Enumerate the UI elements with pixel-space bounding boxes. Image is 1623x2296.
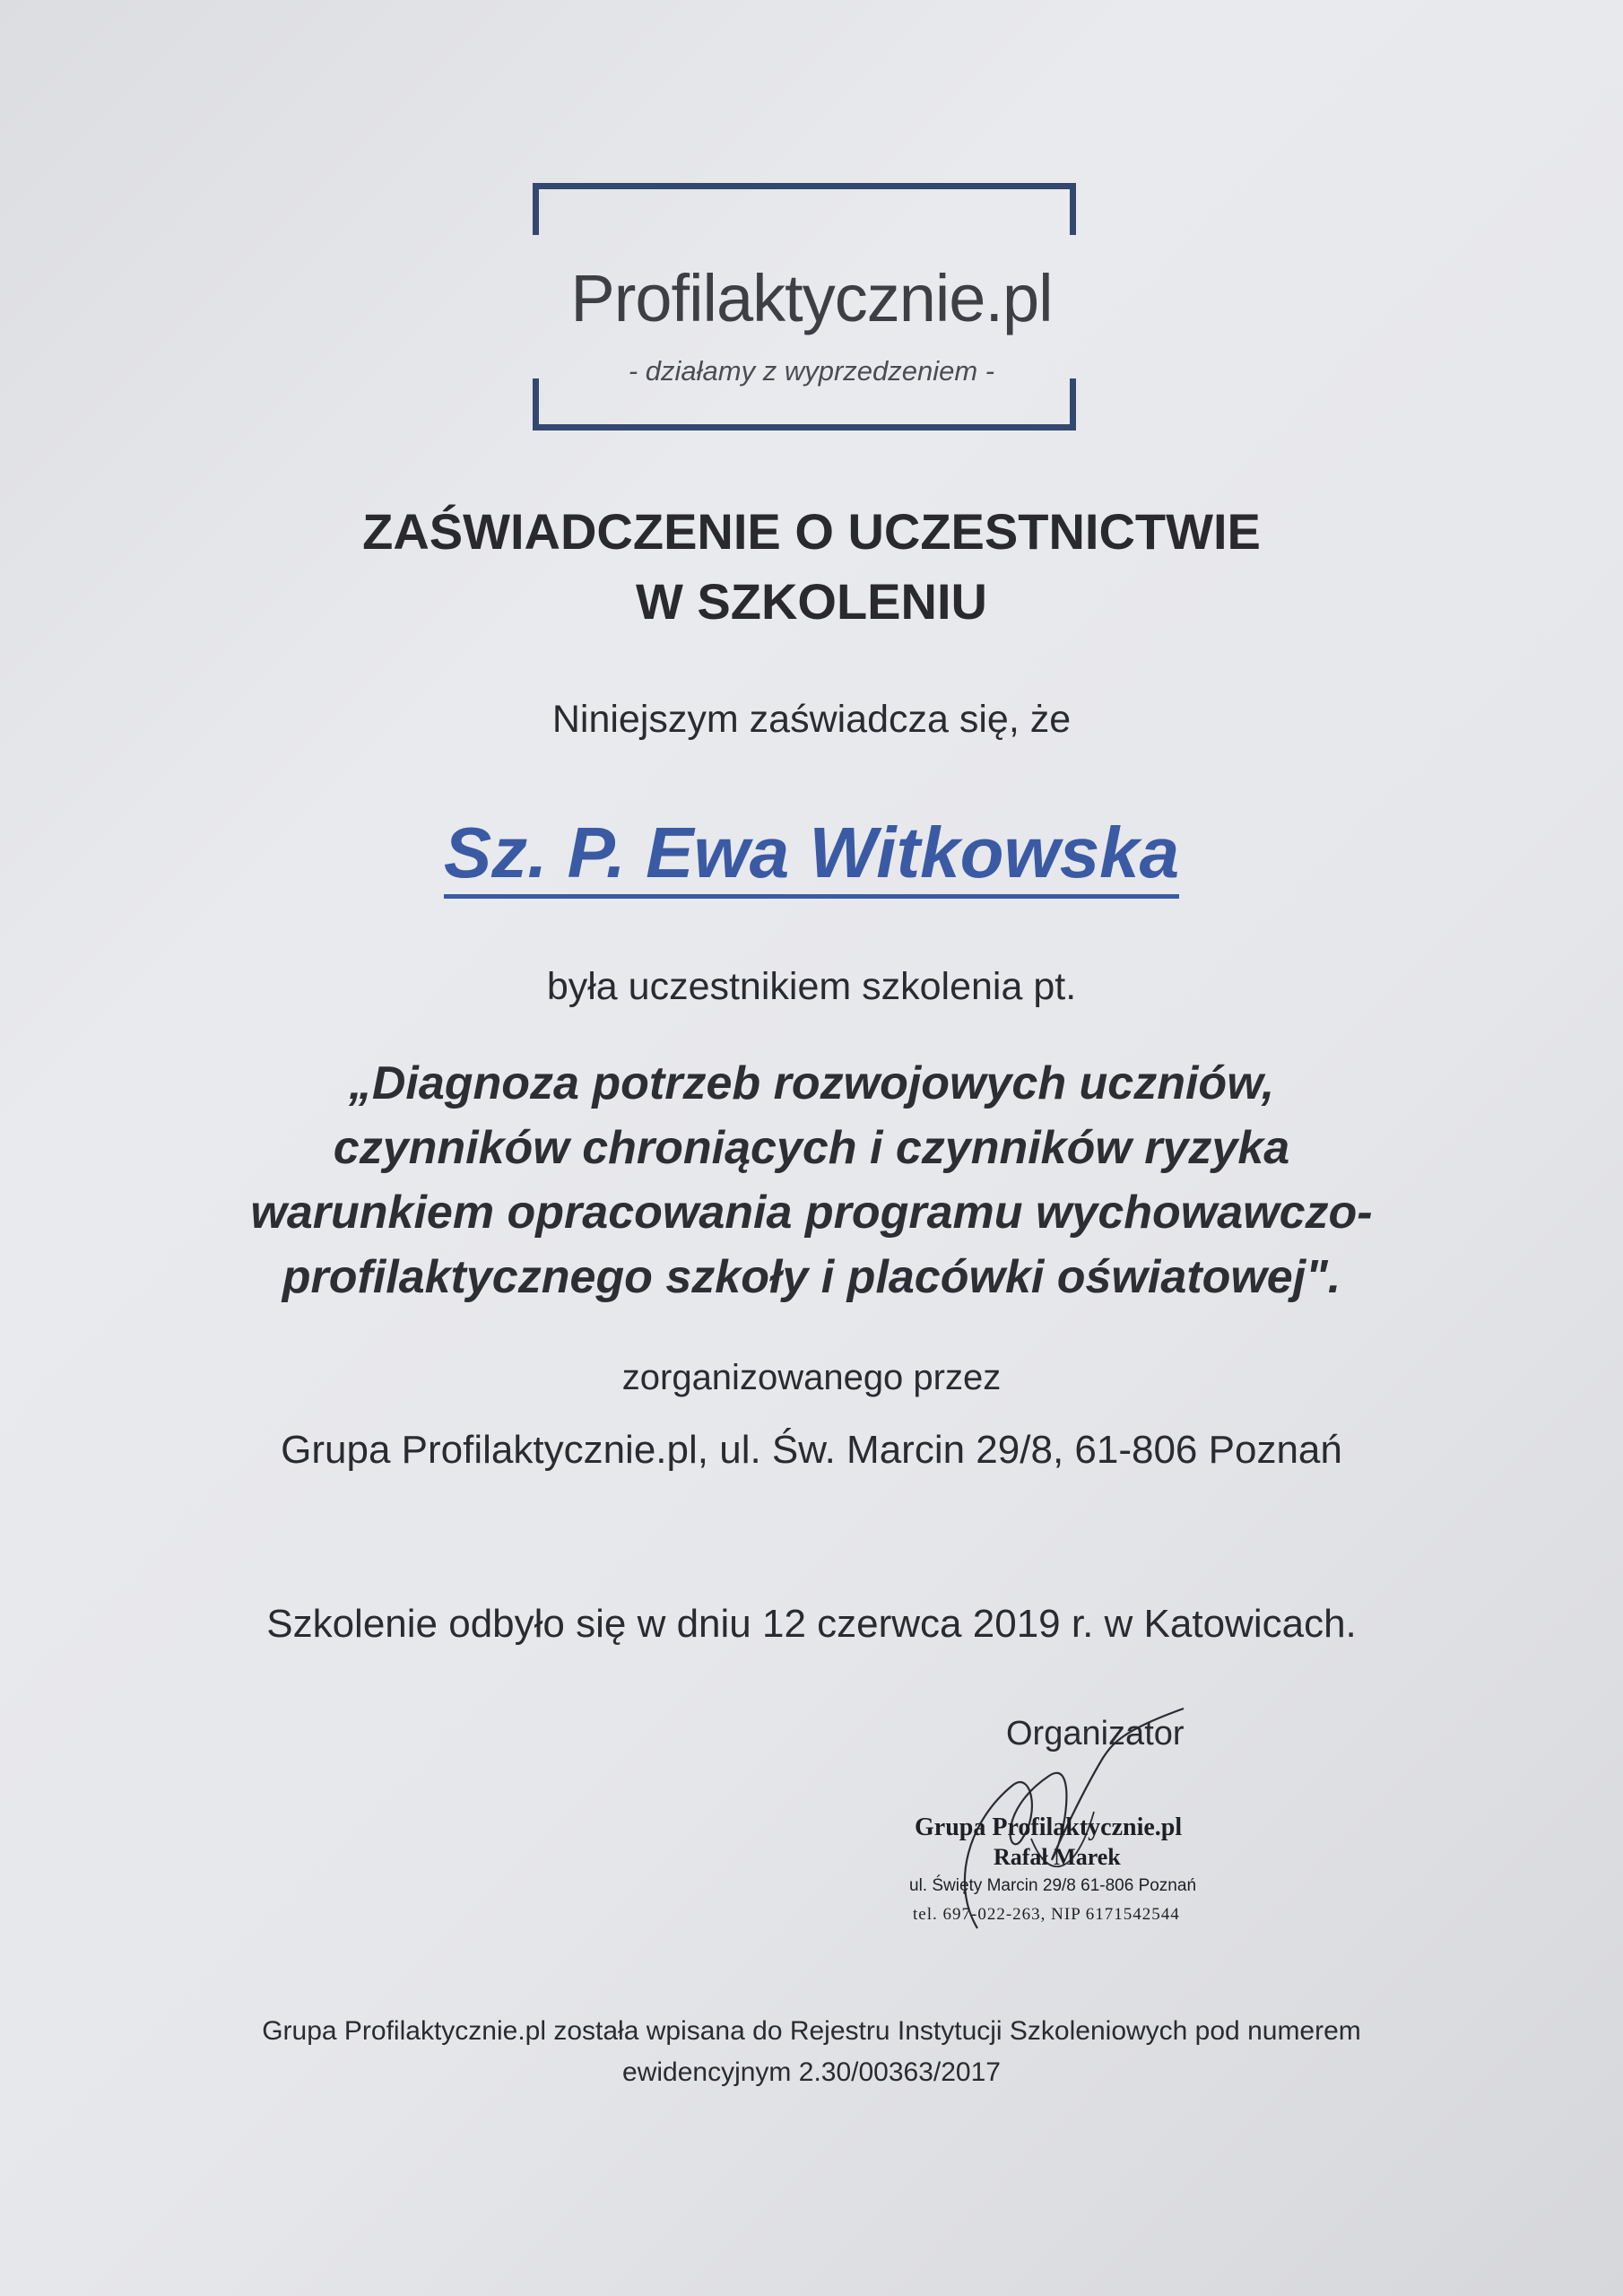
participation-text: była uczestnikiem szkolenia pt.: [546, 965, 1077, 1008]
organizer-label: Organizator: [1006, 1715, 1185, 1752]
intro-text: Niniejszym zaświadcza się, że: [551, 698, 1072, 741]
course-title-line3: warunkiem opracowania programu wychowawczo-: [250, 1187, 1373, 1239]
footer-line2: ewidencyjnym 2.30/00363/2017: [622, 2057, 1001, 2087]
document-title-line2: W SZKOLENIU: [636, 573, 987, 630]
course-title-line2: czynników chroniących i czynników ryzyka: [333, 1122, 1290, 1174]
organizer-address: Grupa Profilaktycznie.pl, ul. Św. Marcin 29/8, 61-806 Poznań: [281, 1428, 1342, 1472]
footer-line1: Grupa Profilaktycznie.pl została wpisana do Rejestru Instytucji Szkoleniowych pod numerem: [262, 2016, 1361, 2046]
document-title-line1: ZAŚWIADCZENIE O UCZESTNICTWIE: [362, 503, 1261, 560]
stamp-person: Rafał Marek: [994, 1844, 1121, 1870]
stamp-address: ul. Święty Marcin 29/8 61-806 Poznań: [909, 1876, 1197, 1895]
course-title-line1: „Diagnoza potrzeb rozwojowych uczniów,: [348, 1057, 1275, 1109]
logo-name: Profilaktycznie.pl: [570, 261, 1053, 335]
organized-by-label: zorganizowanego przez: [621, 1358, 1002, 1397]
stamp-contact: tel. 697-022-263, NIP 6171542544: [913, 1905, 1180, 1924]
course-title-line4: profilaktycznego szkoły i placówki oświatowej".: [282, 1251, 1341, 1303]
event-info: Szkolenie odbyło się w dniu 12 czerwca 2019 r. w Katowicach.: [266, 1602, 1357, 1646]
stamp-company: Grupa Profilaktycznie.pl: [915, 1813, 1183, 1841]
recipient-name: Sz. P. Ewa Witkowska: [0, 812, 1623, 894]
logo-tagline: - działamy z wyprzedzeniem -: [628, 355, 995, 387]
